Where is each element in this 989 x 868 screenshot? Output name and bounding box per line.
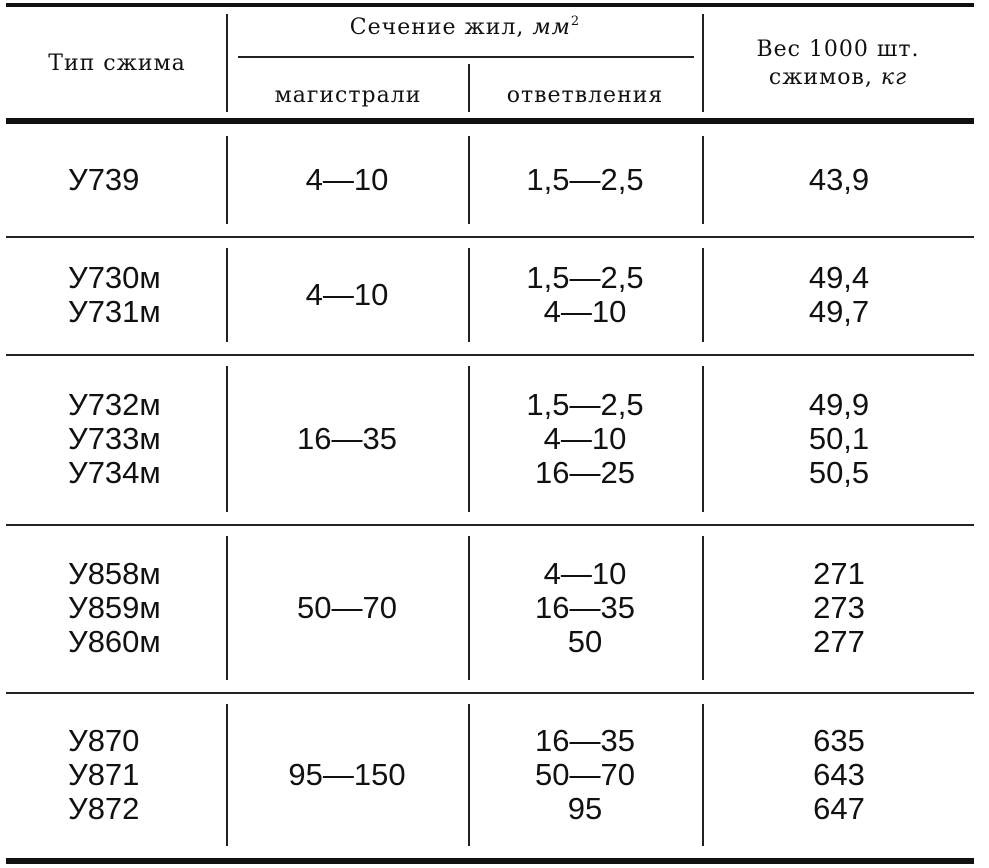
header-branch: ответвления: [506, 83, 664, 108]
row-separator: [6, 236, 974, 238]
table-top-rule: [6, 3, 974, 7]
header-section-unit: мм: [532, 15, 571, 40]
branch-section-line: 16—25: [535, 455, 635, 490]
clamp-type: [68, 388, 218, 490]
branch-section-line: 4—10: [543, 421, 627, 456]
branch-section-line: 50: [567, 624, 603, 659]
branch-section-line: 1,5—2,5: [526, 387, 644, 422]
header-column-divider: [468, 64, 470, 112]
row-separator: [6, 354, 974, 356]
weight-value: [704, 388, 974, 490]
row-separator: [6, 524, 974, 526]
clamp-type-line: У871: [68, 757, 140, 792]
header-section-unit-sup: 2: [570, 14, 581, 29]
clamp-type-line: У870: [68, 723, 140, 758]
clamp-type-line: У860м: [68, 624, 161, 659]
branch-section-line: 1,5—2,5: [526, 260, 644, 295]
clamp-type: [68, 724, 218, 826]
clamp-type-line: У858м: [68, 556, 161, 591]
weight-value-line: 277: [813, 624, 865, 659]
clamp-type-line: У731м: [68, 294, 161, 329]
header-section: Сечение жил, $мм^2$: [349, 14, 581, 40]
weight-value-line: 49,4: [808, 260, 870, 295]
branch-section: [468, 261, 702, 329]
weight-value: [704, 557, 974, 659]
weight-value-line: 647: [813, 791, 865, 826]
branch-section-line: 50—70: [535, 757, 635, 792]
main-section-line: 4—10: [305, 162, 389, 197]
weight-value: [704, 261, 974, 329]
weight-value-line: 643: [813, 757, 865, 792]
main-section-line: 50—70: [297, 590, 397, 625]
table-bottom-rule: [6, 858, 974, 864]
branch-section-line: 1,5—2,5: [526, 162, 644, 197]
main-section: [228, 278, 466, 312]
weight-value: [704, 724, 974, 826]
header-column-divider: [226, 14, 228, 112]
header-column-divider: [702, 14, 704, 112]
clamp-type-line: У859м: [68, 590, 161, 625]
main-section-line: 16—35: [297, 421, 397, 456]
row-separator: [6, 692, 974, 694]
header-weight: Вес 1000 шт. сжимов, кг: [756, 37, 920, 90]
clamp-type: [68, 557, 218, 659]
clamp-type-line: У739: [68, 162, 140, 197]
branch-section-line: 95: [567, 791, 603, 826]
branch-section: [468, 163, 702, 197]
weight-value-line: 271: [813, 556, 865, 591]
main-section: [228, 422, 466, 456]
branch-section-line: 16—35: [535, 590, 635, 625]
main-section-line: 4—10: [305, 277, 389, 312]
weight-value-line: 49,7: [808, 294, 870, 329]
header-main: магистрали: [274, 83, 422, 108]
clamp-type-line: У734м: [68, 455, 161, 490]
clamp-type-line: У733м: [68, 421, 161, 456]
weight-value-line: 50,5: [808, 455, 870, 490]
main-section: [228, 758, 466, 792]
main-section: [228, 591, 466, 625]
main-section-line: 95—150: [288, 757, 406, 792]
weight-value-line: 49,9: [808, 387, 870, 422]
clamp-type: [68, 261, 218, 329]
weight-value: [704, 163, 974, 197]
branch-section: [468, 724, 702, 826]
branch-section-line: 16—35: [535, 723, 635, 758]
header-bottom-rule: [6, 118, 974, 124]
branch-section: [468, 388, 702, 490]
main-section: [228, 163, 466, 197]
branch-section-line: 4—10: [543, 294, 627, 329]
weight-value-line: 273: [813, 590, 865, 625]
clamp-type: [68, 163, 218, 197]
header-sub-rule: [238, 56, 694, 58]
branch-section-line: 4—10: [543, 556, 627, 591]
clamp-type-line: У730м: [68, 260, 161, 295]
weight-value-line: 635: [813, 723, 865, 758]
clamp-type-line: У732м: [68, 387, 161, 422]
branch-section: [468, 557, 702, 659]
clamp-table: [6, 0, 974, 868]
weight-value-line: 50,1: [808, 421, 870, 456]
clamp-type-line: У872: [68, 791, 140, 826]
header-weight-unit: кг: [880, 65, 908, 90]
header-type: Тип сжима: [48, 51, 186, 76]
weight-value-line: 43,9: [808, 162, 870, 197]
